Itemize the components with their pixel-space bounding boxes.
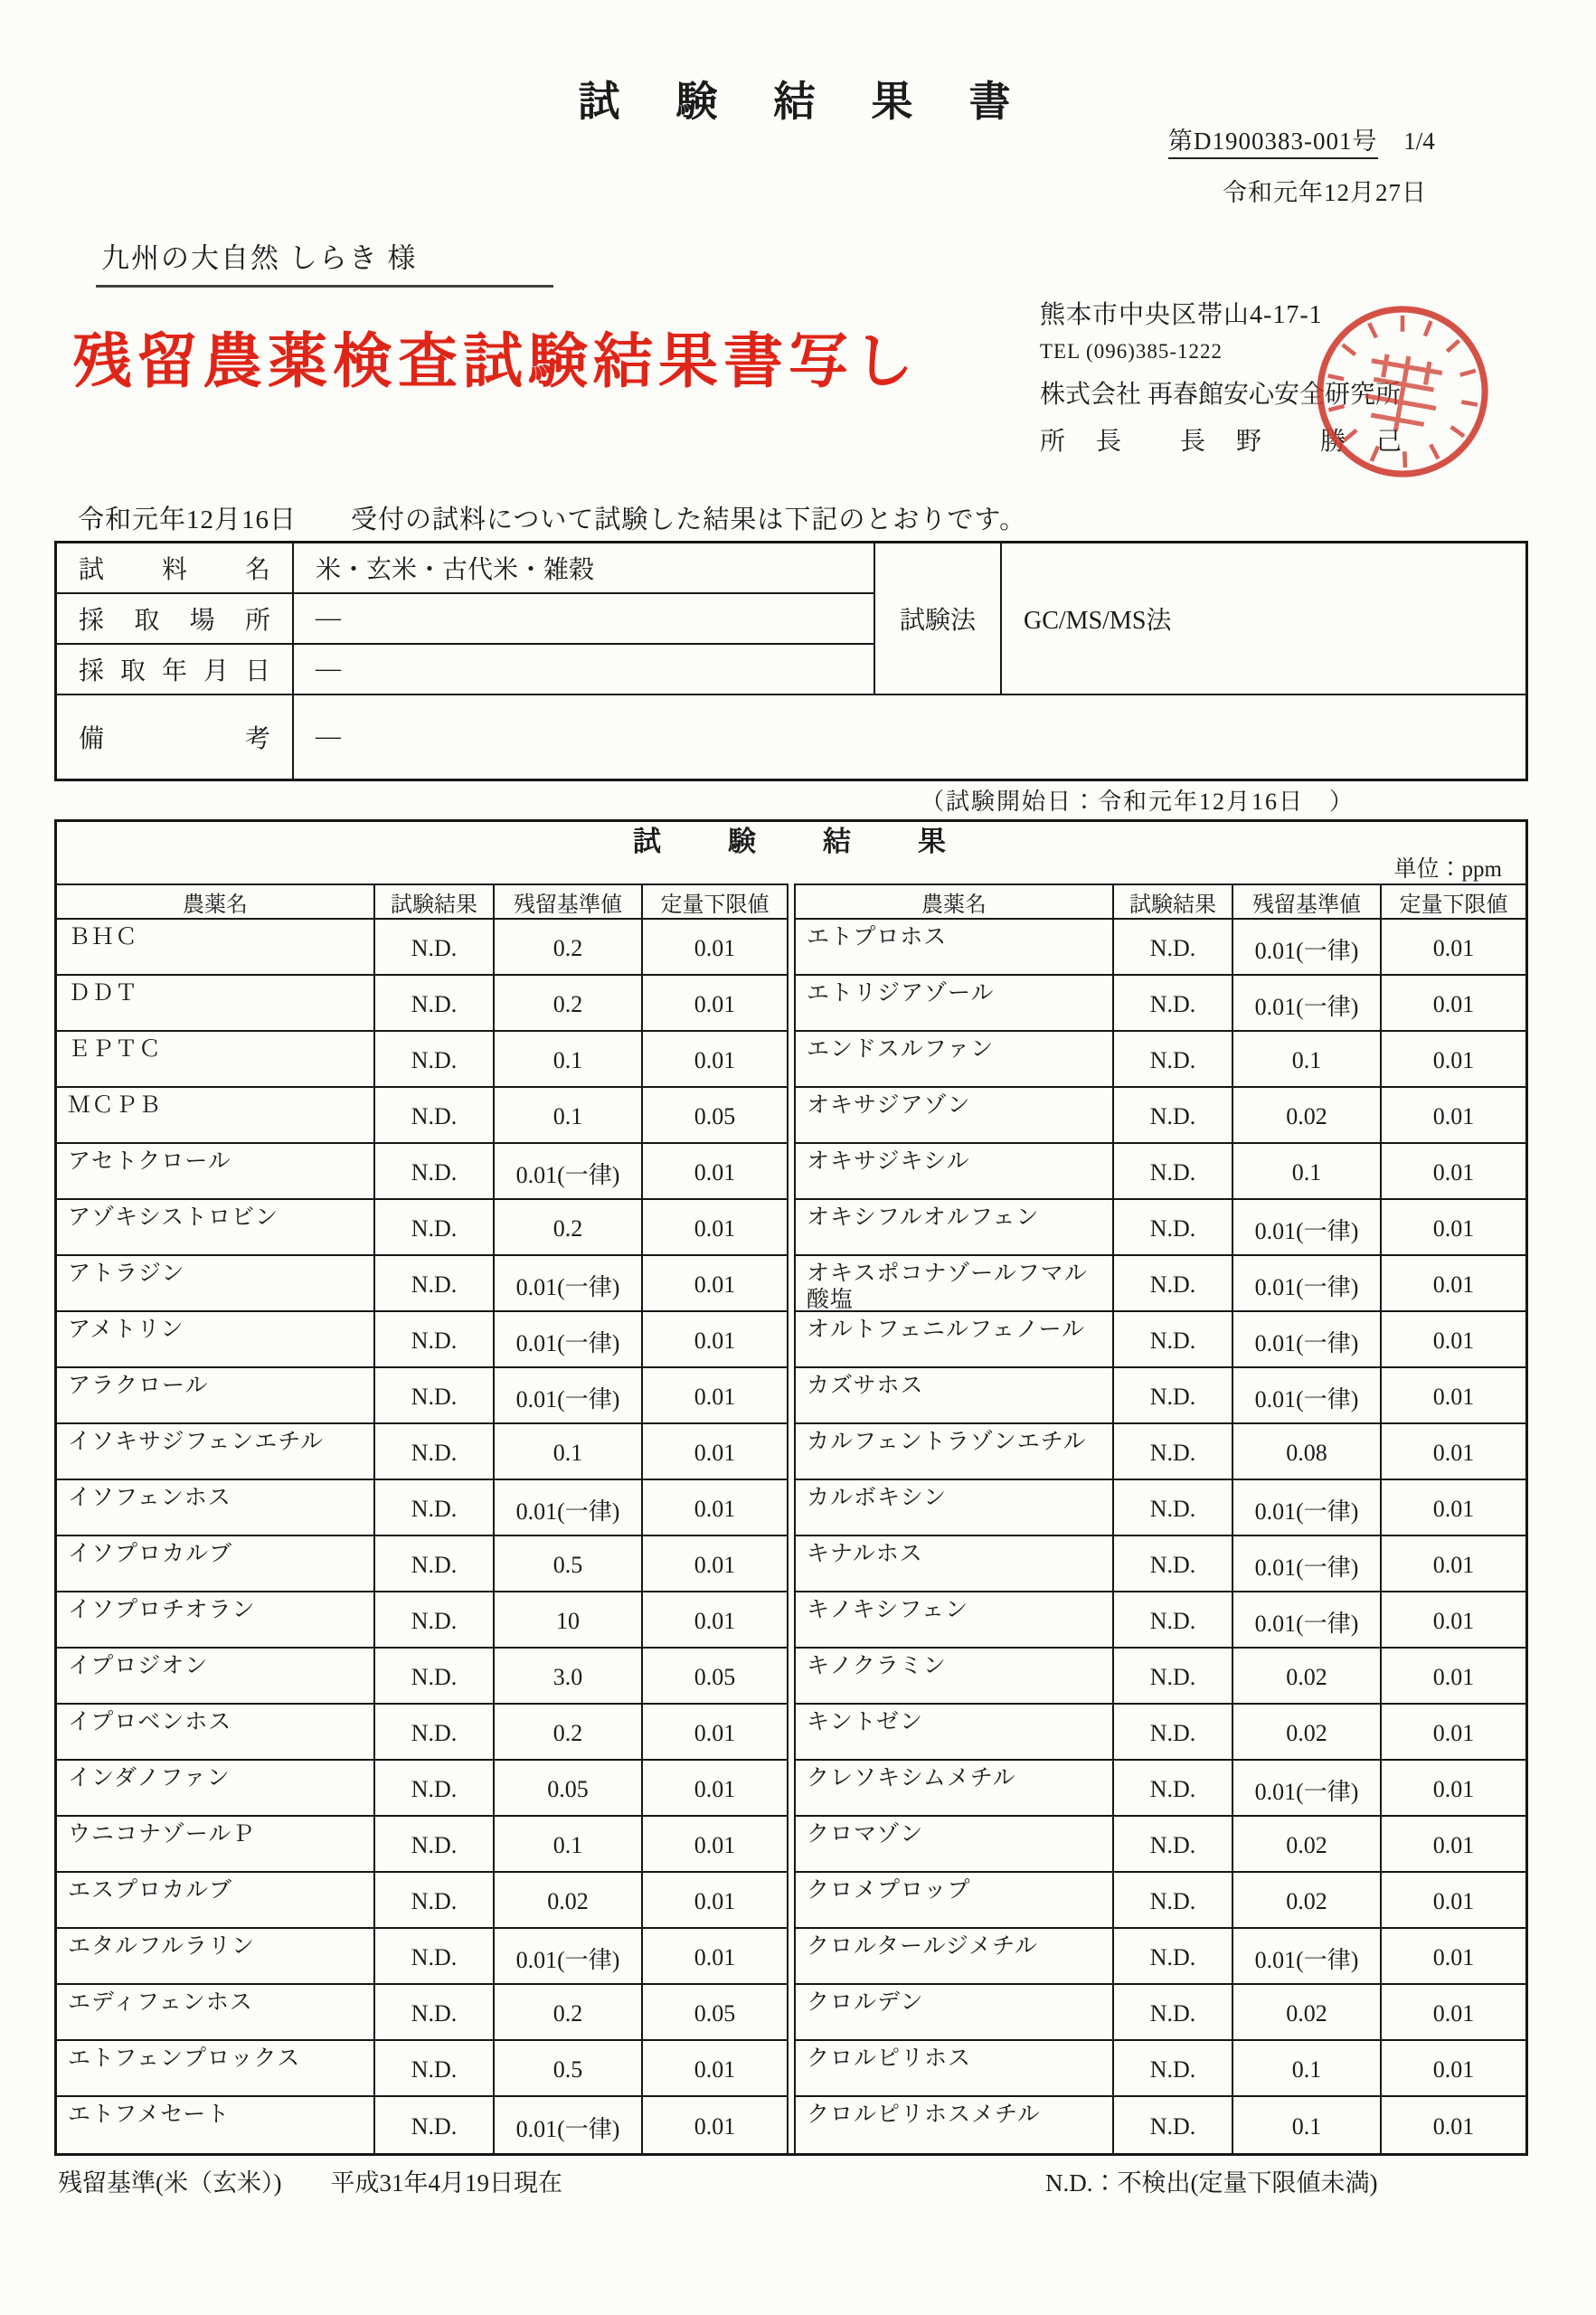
pesticide-name: イソプロカルブ [57,1536,375,1592]
pesticide-name: アトラジン [57,1256,375,1312]
residue-standard-value: 0.1 [1233,1144,1382,1200]
residue-standard-value: 0.1 [495,1032,643,1088]
footer-nd-note: N.D.：不検出(定量下限値未満) [1045,2169,1378,2197]
residue-standard-value: 0.01(一律) [495,1368,643,1424]
quantitation-limit: 0.01 [643,1312,787,1368]
col-header-standard: 残留基準値 [1233,885,1382,920]
test-result: N.D. [1114,1536,1233,1592]
test-result: N.D. [1114,1705,1233,1761]
lab-address: 熊本市中央区帯山4-17-1 [1040,301,1323,329]
quantitation-limit: 0.01 [643,2041,787,2097]
quantitation-limit: 0.01 [1382,1144,1525,1200]
test-result: N.D. [375,1873,495,1929]
quantitation-limit: 0.01 [643,1929,787,1985]
col-header-standard: 残留基準値 [495,885,643,920]
test-result: N.D. [1114,2041,1233,2097]
test-result: N.D. [1114,1985,1233,2041]
red-seal-stamp-icon [1299,288,1506,495]
test-result: N.D. [375,1817,495,1873]
residue-standard-value: 0.08 [1233,1424,1382,1480]
test-result: N.D. [375,1368,495,1424]
quantitation-limit: 0.01 [1382,1985,1525,2041]
test-result: N.D. [375,1088,495,1144]
residue-standard-value: 0.01(一律) [1233,1592,1382,1649]
residue-standard-value: 0.02 [1233,1705,1382,1761]
quantitation-limit: 0.01 [1382,1200,1525,1256]
pesticide-name: オキスポコナゾールフマル酸塩 [796,1256,1114,1312]
pesticide-name: オキサジキシル [796,1144,1114,1200]
pesticide-name: クロルタールジメチル [796,1929,1114,1985]
pesticide-name: カルフェントラゾンエチル [796,1424,1114,1480]
addressee: 九州の大自然 しらき 様 [96,235,553,288]
test-result: N.D. [375,1985,495,2041]
residue-standard-value: 0.1 [495,1817,643,1873]
test-result: N.D. [375,1424,495,1480]
pesticide-name: エディフェンホス [57,1985,375,2041]
page-indicator: 1/4 [1403,128,1435,155]
sampling-place-value: ― [294,594,875,645]
test-result: N.D. [375,1536,495,1592]
quantitation-limit: 0.01 [643,1705,787,1761]
pesticide-name: エトプロホス [796,920,1114,976]
residue-standard-value: 0.01(一律) [1233,1536,1382,1592]
sample-name-label: 試料名 [57,543,294,594]
test-result: N.D. [1114,1480,1233,1536]
pesticide-name: ＭＣＰＢ [57,1088,375,1144]
test-result: N.D. [1114,1649,1233,1705]
pesticide-name: キントゼン [796,1705,1114,1761]
results-divider [787,883,796,2153]
test-result: N.D. [375,1312,495,1368]
quantitation-limit: 0.01 [643,1368,787,1424]
test-result: N.D. [375,1705,495,1761]
pesticide-name: クロルピリホスメチル [796,2097,1114,2153]
quantitation-limit: 0.01 [643,1817,787,1873]
quantitation-limit: 0.01 [1382,1592,1525,1649]
quantitation-limit: 0.01 [643,920,787,976]
quantitation-limit: 0.01 [1382,1368,1525,1424]
results-right [796,883,1525,2153]
residue-standard-value: 0.01(一律) [1233,920,1382,976]
pesticide-name: インダノファン [57,1761,375,1817]
quantitation-limit: 0.05 [643,1649,787,1705]
test-result: N.D. [375,1592,495,1649]
quantitation-limit: 0.01 [1382,1256,1525,1312]
quantitation-limit: 0.01 [643,1536,787,1592]
pesticide-name: オキシフルオルフェン [796,1200,1114,1256]
residue-standard-value: 0.1 [1233,2097,1382,2153]
pesticide-name: ＤＤＴ [57,976,375,1032]
test-result: N.D. [1114,1929,1233,1985]
residue-standard-value: 0.02 [1233,1817,1382,1873]
residue-standard-value: 0.01(一律) [1233,1480,1382,1536]
quantitation-limit: 0.01 [1382,1761,1525,1817]
pesticide-name: アゾキシストロビン [57,1200,375,1256]
quantitation-limit: 0.01 [1382,920,1525,976]
pesticide-name: イソプロチオラン [57,1592,375,1649]
residue-standard-value: 0.01(一律) [495,2097,643,2153]
residue-standard-value: 0.2 [495,1200,643,1256]
residue-standard-value: 0.1 [495,1424,643,1480]
pesticide-name: キノクラミン [796,1649,1114,1705]
residue-standard-value: 0.01(一律) [495,1312,643,1368]
pesticide-name: クロマゾン [796,1817,1114,1873]
test-method-value: GC/MS/MS法 [1002,543,1525,695]
residue-standard-value: 0.01(一律) [1233,976,1382,1032]
remarks-value: ― [316,723,341,751]
quantitation-limit: 0.01 [643,1480,787,1536]
pesticide-name: クロルピリホス [796,2041,1114,2097]
test-result: N.D. [1114,1032,1233,1088]
doc-number-line [1168,121,1435,156]
quantitation-limit: 0.01 [1382,1480,1525,1536]
pesticide-name: エスプロカルブ [57,1873,375,1929]
pesticide-name: カズサホス [796,1368,1114,1424]
test-result: N.D. [1114,1256,1233,1312]
pesticide-name: イプロベンホス [57,1705,375,1761]
quantitation-limit: 0.01 [643,1144,787,1200]
doc-number: 第D1900383-001号 [1168,128,1378,159]
quantitation-limit: 0.01 [1432,2113,1475,2140]
pesticide-name: エトフメセート [57,2097,375,2153]
pesticide-name: クロルデン [796,1985,1114,2041]
residue-standard-value: 0.02 [1233,1873,1382,1929]
residue-standard-value: 0.01(一律) [1233,1368,1382,1424]
test-result: N.D. [1114,920,1233,976]
quantitation-limit: 0.01 [694,2113,736,2140]
residue-standard-value: 0.01(一律) [1233,1256,1382,1312]
col-header-pesticide: 農薬名 [796,885,1114,920]
quantitation-limit: 0.01 [1382,976,1525,1032]
col-header-result: 試験結果 [1114,885,1233,920]
test-result: N.D. [1114,1817,1233,1873]
residue-standard-value: 0.01(一律) [495,1144,643,1200]
test-result: N.D. [1114,2097,1233,2153]
test-result: N.D. [1114,1761,1233,1817]
lab-tel: TEL (096)385-1222 [1040,340,1223,363]
pesticide-name: エタルフルラリン [57,1929,375,1985]
residue-standard-value: 0.05 [495,1761,643,1817]
test-result: N.D. [375,1200,495,1256]
quantitation-limit: 0.01 [1382,1424,1525,1480]
issue-date: 令和元年12月27日 [1223,179,1427,206]
test-result: N.D. [375,1649,495,1705]
col-header-limit: 定量下限値 [1382,885,1525,920]
test-result: N.D. [375,976,495,1032]
quantitation-limit: 0.01 [1382,1929,1525,1985]
test-result: N.D. [1114,1088,1233,1144]
unit-label: 単位：ppm [1393,857,1502,882]
sampling-date-label: 採取年月日 [57,645,294,695]
residue-standard-value: 0.01(一律) [495,1480,643,1536]
test-result: N.D. [1114,1592,1233,1649]
quantitation-limit: 0.01 [643,1424,787,1480]
residue-standard-value: 0.1 [1233,2041,1382,2097]
residue-standard-value: 0.01(一律) [1233,1312,1382,1368]
quantitation-limit: 0.01 [1382,1817,1525,1873]
pesticide-name: オルトフェニルフェノール [796,1312,1114,1368]
pesticide-name: エトフェンプロックス [57,2041,375,2097]
residue-standard-value: 0.01(一律) [495,1256,643,1312]
quantitation-limit: 0.01 [643,976,787,1032]
residue-standard-value: 0.02 [1233,1985,1382,2041]
quantitation-limit: 0.01 [643,1592,787,1649]
quantitation-limit: 0.01 [643,1200,787,1256]
pesticide-name: キノキシフェン [796,1592,1114,1649]
quantitation-limit: 0.01 [1382,1032,1525,1088]
sample-name-value: 米・玄米・古代米・雑穀 [294,543,875,594]
residue-standard-value: 0.02 [1233,1088,1382,1144]
residue-standard-value: 0.1 [1233,1032,1382,1088]
results-body [57,883,1525,2153]
pesticide-name: オキサジアゾン [796,1088,1114,1144]
residue-standard-value: 0.2 [495,920,643,976]
quantitation-limit: 0.01 [643,1761,787,1817]
residue-standard-value: 0.5 [495,2041,643,2097]
test-result: N.D. [1114,1424,1233,1480]
quantitation-limit: 0.01 [1382,1088,1525,1144]
footer-standard-note: 残留基準(米（玄米）) 平成31年4月19日現在 [58,2169,562,2197]
test-result: N.D. [375,1761,495,1817]
residue-standard-value: 0.01(一律) [495,1929,643,1985]
remarks-label: 備考 [57,695,294,779]
residue-standard-value: 0.01(一律) [1233,1761,1382,1817]
pesticide-name: ＥＰＴＣ [57,1032,375,1088]
quantitation-limit: 0.01 [1382,1536,1525,1592]
pesticide-name: ＢＨＣ [57,920,375,976]
page-title: 試 験 結 果 書 [578,79,1018,125]
pesticide-name: キナルホス [796,1536,1114,1592]
residue-standard-value: 0.2 [495,1705,643,1761]
doc-meta [1168,121,1435,208]
test-result: N.D. [1114,1144,1233,1200]
test-result: N.D. [1114,1368,1233,1424]
results-title: 試 験 結 果 [633,826,949,857]
residue-standard-value: 0.5 [495,1536,643,1592]
pesticide-name: クロメプロップ [796,1873,1114,1929]
quantitation-limit: 0.01 [643,1032,787,1088]
residue-standard-value: 3.0 [495,1649,643,1705]
col-header-pesticide: 農薬名 [57,885,375,920]
test-result: N.D. [1114,1873,1233,1929]
quantitation-limit: 0.05 [643,1985,787,2041]
sampling-date-value: ― [294,645,875,695]
test-method-label: 試験法 [875,543,1002,695]
pesticide-name: ウニコナゾールＰ [57,1817,375,1873]
test-result: N.D. [375,2097,495,2153]
pesticide-name: イソフェンホス [57,1480,375,1536]
quantitation-limit: 0.01 [1382,1312,1525,1368]
test-result: N.D. [1114,1312,1233,1368]
results-table [54,819,1528,2156]
quantitation-limit: 0.01 [1382,2041,1525,2097]
results-left [57,883,787,2153]
test-result: N.D. [375,1256,495,1312]
residue-standard-value: 0.2 [495,976,643,1032]
residue-standard-value: 10 [495,1592,643,1649]
pesticide-name: エトリジアゾール [796,976,1114,1032]
residue-standard-value: 0.1 [495,1088,643,1144]
test-result: N.D. [375,1929,495,1985]
pesticide-name: カルボキシン [796,1480,1114,1536]
test-result: N.D. [375,1032,495,1088]
residue-standard-value: 0.02 [1233,1649,1382,1705]
quantitation-limit: 0.01 [1382,1705,1525,1761]
lab-director: 所 長 長 野 勝 己 [1040,428,1405,456]
test-result: N.D. [1114,1200,1233,1256]
residue-standard-value: 0.2 [495,1985,643,2041]
pesticide-name: アメトリン [57,1312,375,1368]
residue-standard-value: 0.01(一律) [1233,1929,1382,1985]
pesticide-name: アラクロール [57,1368,375,1424]
col-header-limit: 定量下限値 [643,885,787,920]
pesticide-name: エンドスルファン [796,1032,1114,1088]
test-result: N.D. [1114,976,1233,1032]
quantitation-limit: 0.05 [643,1088,787,1144]
lab-company: 株式会社 再春館安心安全研究所 [1040,381,1402,409]
residue-standard-value: 0.02 [495,1873,643,1929]
test-result: N.D. [375,920,495,976]
pesticide-name: イソキサジフェンエチル [57,1424,375,1480]
test-start-date: （試験開始日：令和元年12月16日 ） [921,789,1355,815]
pesticide-name: クレソキシムメチル [796,1761,1114,1817]
pesticide-name: イプロジオン [57,1649,375,1705]
col-header-result: 試験結果 [375,885,495,920]
sampling-place-label: 採取場所 [57,594,294,645]
receipt-statement: 令和元年12月16日 受付の試料について試験した結果は下記のとおりです。 [78,506,1027,534]
pesticide-name: アセトクロール [57,1144,375,1200]
quantitation-limit: 0.01 [643,1256,787,1312]
red-heading: 残留農薬検査試験結果書写し [72,329,919,395]
test-result: N.D. [375,2041,495,2097]
quantitation-limit: 0.01 [1382,1649,1525,1705]
quantitation-limit: 0.01 [643,1873,787,1929]
test-result: N.D. [375,1480,495,1536]
residue-standard-value: 0.01(一律) [1233,1200,1382,1256]
sample-info-table [54,541,1528,781]
test-result: N.D. [375,1144,495,1200]
quantitation-limit: 0.01 [1382,1873,1525,1929]
